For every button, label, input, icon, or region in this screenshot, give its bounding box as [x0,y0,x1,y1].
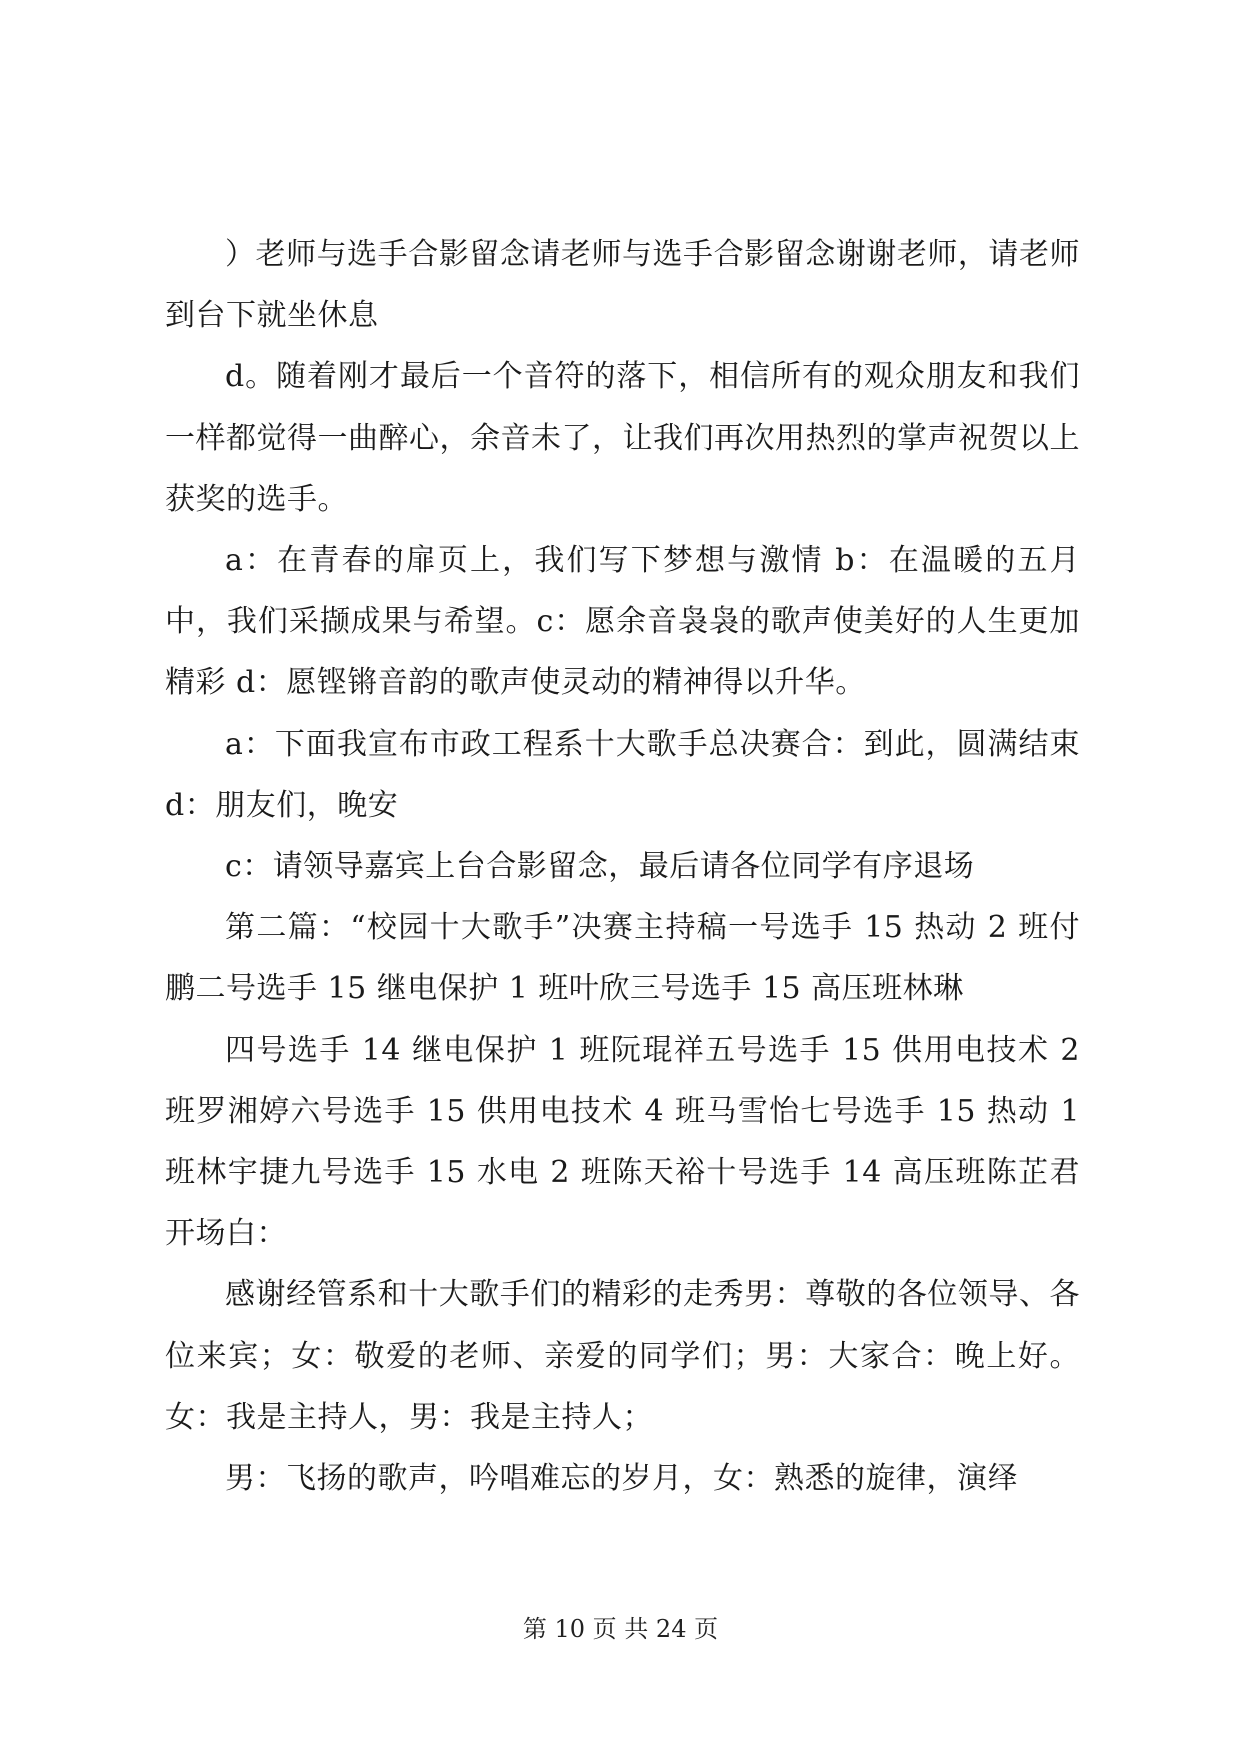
paragraph-8: 感谢经管系和十大歌手们的精彩的走秀男：尊敬的各位领导、各位来宾；女：敬爱的老师、亲爱的同学们；男：大家合：晚上好。女：我是主持人，男：我是主持人； [165,1277,1080,1435]
page-number-footer: 第 10 页 共 24 页 [522,1615,719,1643]
paragraph-6: 第二篇：“校园十大歌手”决赛主持稿一号选手 15 热动 2 班付鹏二号选手 15 继电保护 1 班叶欣三号选手 15 高压班林琳 [165,910,1080,1007]
paragraph-1: ）老师与选手合影留念请老师与选手合影留念谢谢老师，请老师到台下就坐休息 [165,237,1080,334]
paragraph-5: c：请领导嘉宾上台合影留念，最后请各位同学有序退场 [225,849,975,885]
paragraph-3: a：在青春的扉页上，我们写下梦想与激情 b：在温暖的五月中，我们采撷成果与希望。c：愿余音袅袅的歌声使美好的人生更加精彩 d：愿铿锵音韵的歌声使灵动的精神得以升华。 [165,543,1080,701]
document-body [165,224,1080,1509]
paragraph-4: a：下面我宣布市政工程系十大歌手总决赛合：到此，圆满结束 d：朋友们，晚安 [165,726,1080,823]
paragraph-9: 男：飞扬的歌声，吟唱难忘的岁月，女：熟悉的旋律，演绎 [225,1461,1018,1497]
paragraph-7: 四号选手 14 继电保护 1 班阮琨祥五号选手 15 供用电技术 2 班罗湘婷六号选手 15 供用电技术 4 班马雪怡七号选手 15 热动 1 班林宇捷九号选手 15 水电 2 班陈天裕十号选手 14 高压班陈芷君开场白： [165,1032,1080,1252]
paragraph-2: d。随着刚才最后一个音符的落下，相信所有的观众朋友和我们一样都觉得一曲醉心，余音未了，让我们再次用热烈的掌声祝贺以上获奖的选手。 [165,359,1080,517]
